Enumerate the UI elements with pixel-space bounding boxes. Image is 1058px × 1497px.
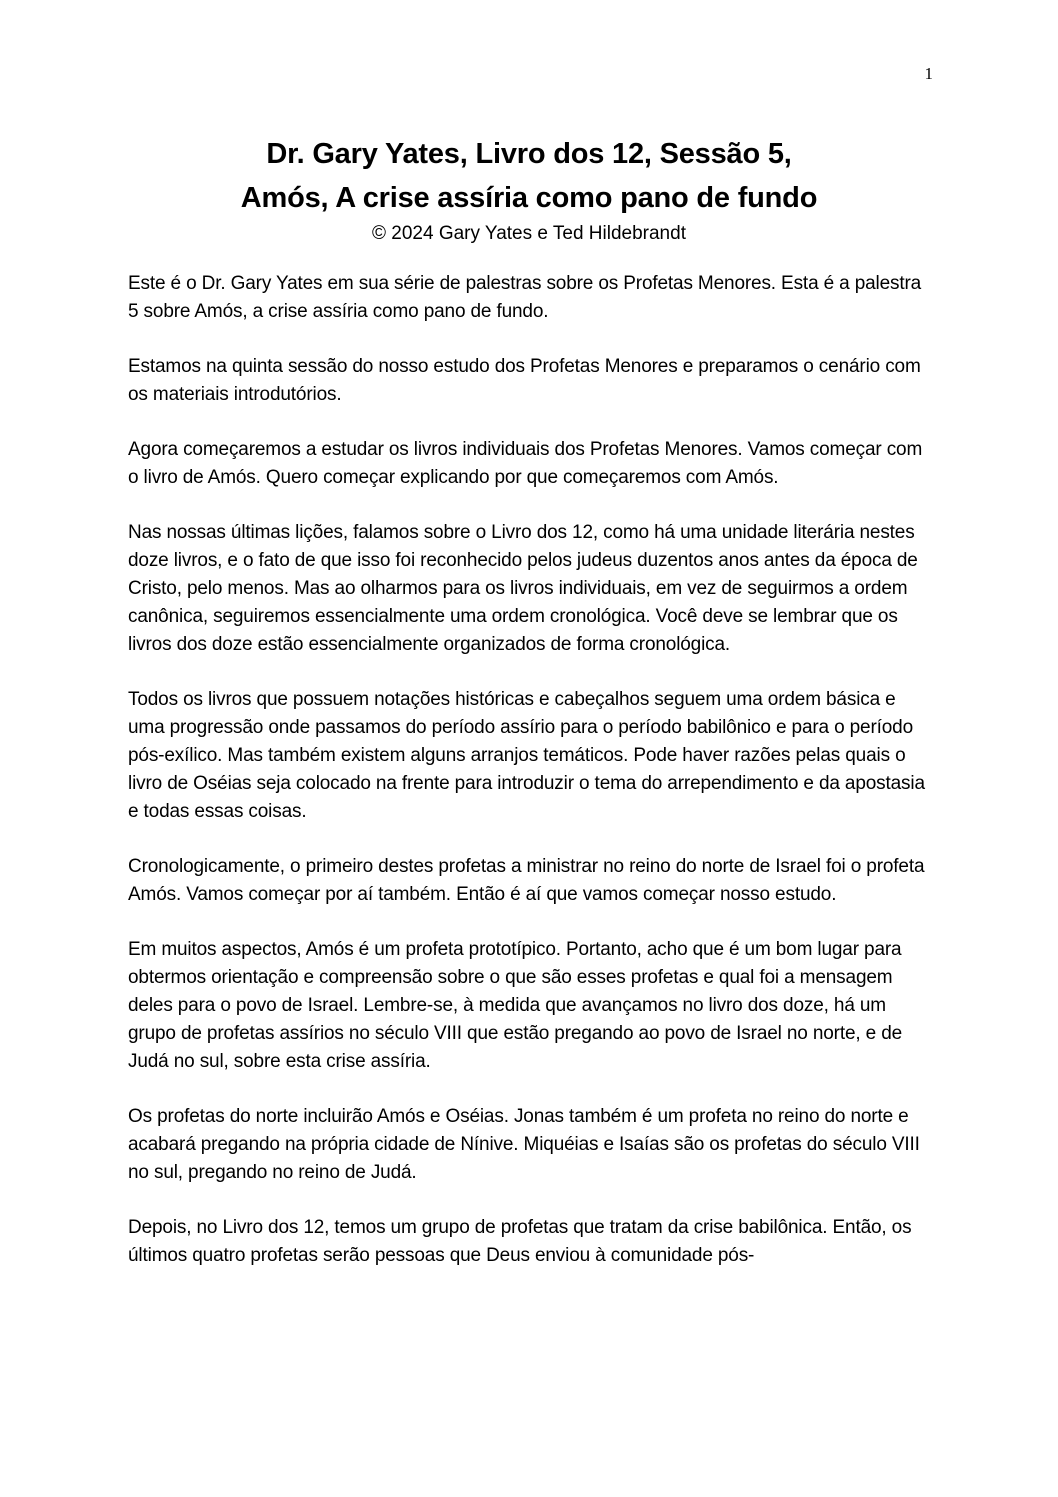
paragraph-4: Nas nossas últimas lições, falamos sobre o Livro dos 12, como há uma unidade literária nestes doze livros, e o fato de que isso foi reconhecido pelos judeus duzentos anos antes da época de Cristo, pelo menos. Mas ao olharmos para os livros individuais, em vez de seguirmos a ordem canônica, seguiremos essencialmente uma ordem cronológica. Você deve se lembrar que os livros dos doze estão essencialmente organizados de forma cronológica. — [128, 522, 918, 655]
copyright-line: © 2024 Gary Yates e Ted Hildebrandt — [372, 223, 686, 244]
paragraph-5: Todos os livros que possuem notações históricas e cabeçalhos seguem uma ordem básica e uma progressão onde passamos do período assírio para o período babilônico e para o período pós-exílico. Mas também existem alguns arranjos temáticos. Pode haver razões pelas quais o livro de Oséias seja colocado na frente para introduzir o tema do arrependimento e da apostasia e todas essas coisas. — [128, 689, 925, 822]
paragraph-6: Cronologicamente, o primeiro destes profetas a ministrar no reino do norte de Israel foi o profeta Amós. Vamos começar por aí também. Então é aí que vamos começar nosso estudo. — [128, 856, 925, 905]
page-number: 1 — [924, 64, 933, 83]
paragraph-9: Depois, no Livro dos 12, temos um grupo de profetas que tratam da crise babilônica. Então, os últimos quatro profetas serão pessoas que Deus enviou à comunidade pós- — [128, 1217, 912, 1266]
paragraph-8: Os profetas do norte incluirão Amós e Oséias. Jonas também é um profeta no reino do norte e acabará pregando na própria cidade de Nínive. Miquéias e Isaías são os profetas do século VIII no sul, pregando no reino de Judá. — [128, 1106, 920, 1183]
paragraph-7: Em muitos aspectos, Amós é um profeta prototípico. Portanto, acho que é um bom lugar para obtermos orientação e compreensão sobre o que são esses profetas e qual foi a mensagem deles para o povo de Israel. Lembre-se, à medida que avançamos no livro dos doze, há um grupo de profetas assírios no século VIII que estão pregando ao povo de Israel no norte, e de Judá no sul, sobre esta crise assíria. — [128, 939, 903, 1072]
paragraph-2: Estamos na quinta sessão do nosso estudo dos Profetas Menores e preparamos o cenário com os materiais introdutórios. — [128, 356, 921, 405]
document-body — [128, 270, 934, 1297]
title-line-2: Amós, A crise assíria como pano de fundo — [240, 182, 818, 214]
paragraph-1: Este é o Dr. Gary Yates em sua série de palestras sobre os Profetas Menores. Esta é a palestra 5 sobre Amós, a crise assíria como pano de fundo. — [128, 273, 922, 322]
title-line-1: Dr. Gary Yates, Livro dos 12, Sessão 5, — [266, 138, 792, 170]
paragraph-3: Agora começaremos a estudar os livros individuais dos Profetas Menores. Vamos começar com o livro de Amós. Quero começar explicando por que começaremos com Amós. — [128, 439, 923, 488]
document-header — [0, 132, 1058, 248]
